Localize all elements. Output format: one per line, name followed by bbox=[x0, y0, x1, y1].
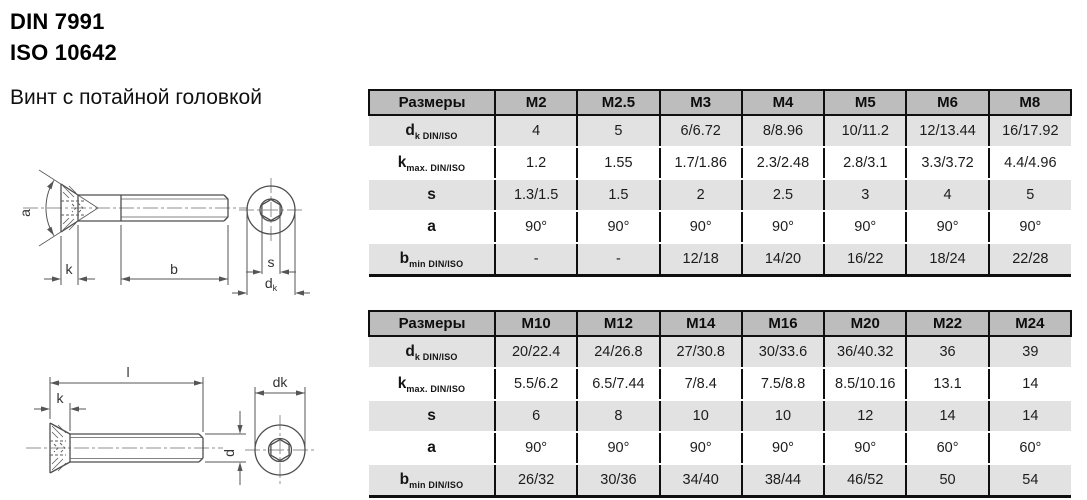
parameter-label: s bbox=[369, 179, 495, 211]
parameter-label: $d_{k DIN/ISO}$ bbox=[369, 336, 495, 368]
value-cell: 5 bbox=[577, 115, 659, 147]
size-column-header: M22 bbox=[906, 311, 988, 336]
value-cell: 36/40.32 bbox=[824, 336, 906, 368]
value-cell: 90° bbox=[577, 432, 659, 464]
value-cell: 5 bbox=[989, 179, 1071, 211]
value-cell: 10/11.2 bbox=[824, 115, 906, 147]
value-cell: 12/13.44 bbox=[906, 115, 988, 147]
value-cell: 26/32 bbox=[495, 464, 577, 497]
value-cell: 24/26.8 bbox=[577, 336, 659, 368]
size-column-header: M16 bbox=[742, 311, 824, 336]
table-row bbox=[369, 243, 1071, 276]
table-row bbox=[369, 336, 1071, 368]
dim-label-b: b bbox=[170, 261, 178, 277]
screw-front-view bbox=[245, 374, 315, 485]
size-column-header: M10 bbox=[495, 311, 577, 336]
value-cell: 1.5 bbox=[577, 179, 659, 211]
value-cell: 90° bbox=[660, 211, 742, 243]
value-cell: 50 bbox=[906, 464, 988, 497]
value-cell: 90° bbox=[495, 432, 577, 464]
product-title: Винт с потайной головкой bbox=[10, 86, 262, 109]
value-cell: 6.5/7.44 bbox=[577, 368, 659, 400]
value-cell: 8/8.96 bbox=[742, 115, 824, 147]
table-row bbox=[369, 432, 1071, 464]
parameter-label: $k_{max. DIN/ISO}$ bbox=[369, 147, 495, 179]
size-column-header: M5 bbox=[824, 90, 906, 115]
size-column-header: M2.5 bbox=[577, 90, 659, 115]
value-cell: 4 bbox=[495, 115, 577, 147]
parameter-label: a bbox=[369, 211, 495, 243]
value-cell: 90° bbox=[906, 211, 988, 243]
size-column-header: M12 bbox=[577, 311, 659, 336]
value-cell: 1.7/1.86 bbox=[660, 147, 742, 179]
value-cell: 14/20 bbox=[742, 243, 824, 276]
value-cell: 27/30.8 bbox=[660, 336, 742, 368]
parameter-label: $k_{max. DIN/ISO}$ bbox=[369, 368, 495, 400]
value-cell: 18/24 bbox=[906, 243, 988, 276]
table-row bbox=[369, 115, 1071, 147]
value-cell: 2.3/2.48 bbox=[742, 147, 824, 179]
value-cell: 10 bbox=[660, 400, 742, 432]
value-cell: 39 bbox=[989, 336, 1071, 368]
dim-label-dk: dk bbox=[272, 374, 288, 390]
value-cell: 6/6.72 bbox=[660, 115, 742, 147]
value-cell: 90° bbox=[824, 432, 906, 464]
size-column-header: M8 bbox=[989, 90, 1071, 115]
value-cell: 34/40 bbox=[660, 464, 742, 497]
table-row bbox=[369, 464, 1071, 497]
value-cell: 90° bbox=[577, 211, 659, 243]
size-column-header: M24 bbox=[989, 311, 1071, 336]
dimensions-table-small-sizes bbox=[368, 89, 1072, 277]
screw-drawing-head-detail bbox=[8, 146, 348, 300]
table-row bbox=[369, 147, 1071, 179]
value-cell: 36 bbox=[906, 336, 988, 368]
table-row bbox=[369, 211, 1071, 243]
value-cell: 3.3/3.72 bbox=[906, 147, 988, 179]
size-column-header: M14 bbox=[660, 311, 742, 336]
value-cell: 16/22 bbox=[824, 243, 906, 276]
screw-front-view bbox=[232, 178, 310, 296]
value-cell: 14 bbox=[989, 368, 1071, 400]
dim-label-l: l bbox=[126, 364, 130, 380]
dimensions-column-header: Размеры bbox=[369, 90, 495, 115]
value-cell: 3 bbox=[824, 179, 906, 211]
value-cell: 60° bbox=[906, 432, 988, 464]
value-cell: 13.1 bbox=[906, 368, 988, 400]
value-cell: 1.55 bbox=[577, 147, 659, 179]
value-cell: 54 bbox=[989, 464, 1071, 497]
size-column-header: M2 bbox=[495, 90, 577, 115]
value-cell: 14 bbox=[906, 400, 988, 432]
value-cell: 8 bbox=[577, 400, 659, 432]
dimensions-column-header: Размеры bbox=[369, 311, 495, 336]
screw-drawing-full-length bbox=[8, 353, 348, 500]
dim-label-k: k bbox=[56, 390, 64, 406]
dimensions-table-large-sizes bbox=[368, 310, 1072, 498]
parameter-label: a bbox=[369, 432, 495, 464]
dim-label-angle-a: a bbox=[17, 209, 33, 217]
value-cell: 1.2 bbox=[495, 147, 577, 179]
din-standard-number: DIN 7991 bbox=[10, 9, 105, 34]
value-cell: 22/28 bbox=[989, 243, 1071, 276]
screw-side-view bbox=[26, 364, 246, 485]
value-cell: 7/8.4 bbox=[660, 368, 742, 400]
value-cell: 90° bbox=[824, 211, 906, 243]
table-row bbox=[369, 400, 1071, 432]
value-cell: 90° bbox=[660, 432, 742, 464]
parameter-label: $d_{k DIN/ISO}$ bbox=[369, 115, 495, 147]
size-column-header: M20 bbox=[824, 311, 906, 336]
parameter-label: $b_{min DIN/ISO}$ bbox=[369, 464, 495, 497]
parameter-label: s bbox=[369, 400, 495, 432]
screw-side-view bbox=[17, 170, 248, 285]
value-cell: 12/18 bbox=[660, 243, 742, 276]
table-header-row bbox=[369, 90, 1071, 115]
value-cell: 20/22.4 bbox=[495, 336, 577, 368]
size-column-header: M3 bbox=[660, 90, 742, 115]
dimensions-table-m10-m24 bbox=[368, 310, 1072, 498]
dimensions-table-m2-m8 bbox=[368, 89, 1072, 277]
value-cell: - bbox=[577, 243, 659, 276]
size-column-header: M6 bbox=[906, 90, 988, 115]
dim-label-s: s bbox=[267, 254, 275, 270]
value-cell: 12 bbox=[824, 400, 906, 432]
value-cell: 90° bbox=[495, 211, 577, 243]
table-row bbox=[369, 368, 1071, 400]
value-cell: 90° bbox=[742, 432, 824, 464]
value-cell: 46/52 bbox=[824, 464, 906, 497]
value-cell: 2.8/3.1 bbox=[824, 147, 906, 179]
value-cell: 5.5/6.2 bbox=[495, 368, 577, 400]
value-cell: 38/44 bbox=[742, 464, 824, 497]
dim-label-d: d bbox=[221, 449, 237, 457]
value-cell: - bbox=[495, 243, 577, 276]
value-cell: 7.5/8.8 bbox=[742, 368, 824, 400]
value-cell: 4.4/4.96 bbox=[989, 147, 1071, 179]
value-cell: 90° bbox=[989, 211, 1071, 243]
parameter-label: $b_{min DIN/ISO}$ bbox=[369, 243, 495, 276]
value-cell: 1.3/1.5 bbox=[495, 179, 577, 211]
value-cell: 16/17.92 bbox=[989, 115, 1071, 147]
dim-label-k: k bbox=[65, 261, 73, 277]
value-cell: 30/33.6 bbox=[742, 336, 824, 368]
value-cell: 8.5/10.16 bbox=[824, 368, 906, 400]
value-cell: 60° bbox=[989, 432, 1071, 464]
table-header-row bbox=[369, 311, 1071, 336]
standards-block bbox=[10, 6, 117, 68]
value-cell: 14 bbox=[989, 400, 1071, 432]
value-cell: 90° bbox=[742, 211, 824, 243]
value-cell: 2.5 bbox=[742, 179, 824, 211]
value-cell: 6 bbox=[495, 400, 577, 432]
dim-label-dk: $d_k$ bbox=[264, 275, 278, 293]
table-row bbox=[369, 179, 1071, 211]
size-column-header: M4 bbox=[742, 90, 824, 115]
iso-standard-number: ISO 10642 bbox=[10, 40, 117, 65]
value-cell: 2 bbox=[660, 179, 742, 211]
value-cell: 30/36 bbox=[577, 464, 659, 497]
value-cell: 10 bbox=[742, 400, 824, 432]
value-cell: 4 bbox=[906, 179, 988, 211]
